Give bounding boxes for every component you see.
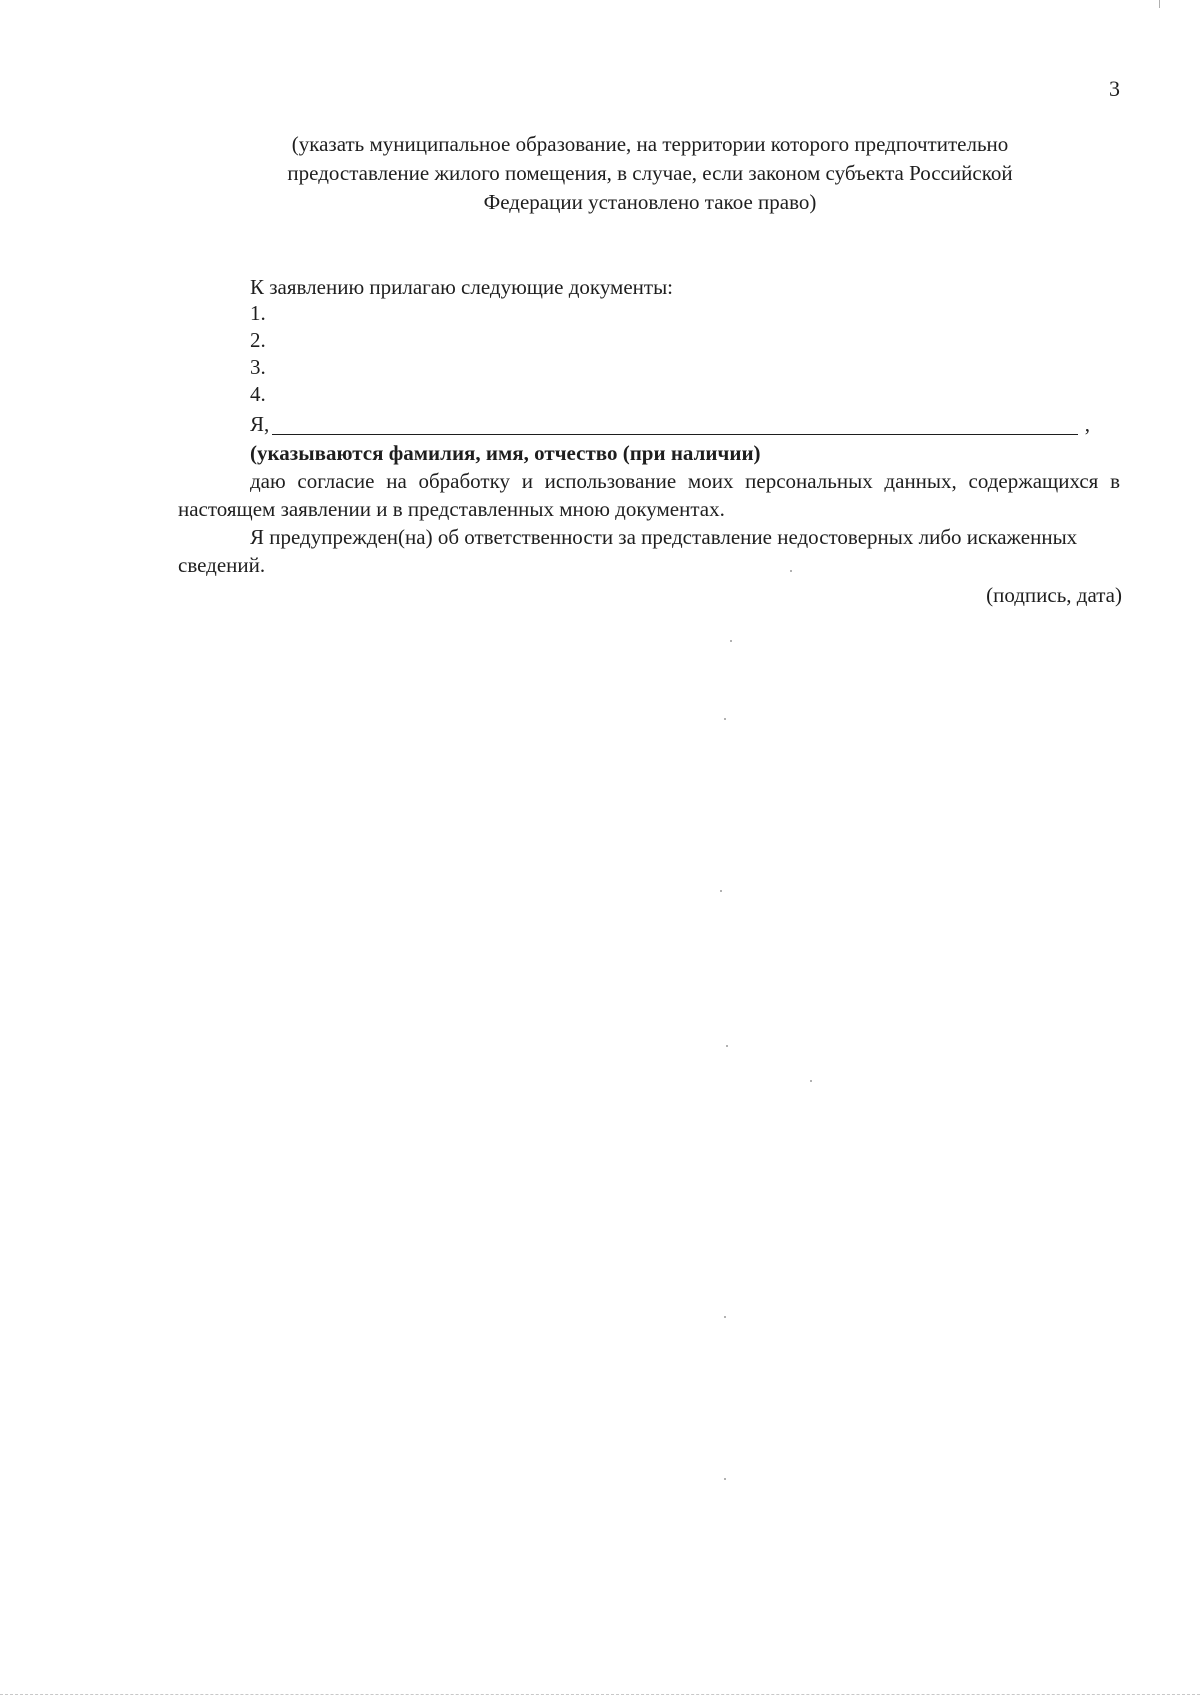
scan-edge-mark: [1159, 0, 1160, 8]
municipality-note: [200, 130, 1100, 217]
scan-bottom-edge: [0, 1694, 1200, 1695]
scan-speck: [726, 1045, 728, 1047]
attachment-item: 1.: [250, 301, 266, 325]
fio-blank-field: [272, 434, 1078, 435]
signature-date-label: (подпись, дата): [986, 583, 1122, 607]
fio-prefix: Я,: [250, 412, 270, 436]
scan-speck: [790, 570, 792, 572]
scan-speck: [724, 718, 726, 720]
municipality-note-line: (указать муниципальное образование, на территории которого предпочтительно: [291, 132, 1009, 156]
scan-speck: [810, 1080, 812, 1082]
scan-speck: [730, 640, 732, 642]
fio-label: (указываются фамилия, имя, отчество (при наличии): [250, 441, 761, 465]
attachment-item: 4.: [250, 382, 266, 406]
attachments-list: [250, 300, 266, 408]
consent-paragraph: даю согласие на обработку и использование моих персональных данных, содержащихся в настоящем заявлении и в представленных мною документах.: [178, 469, 1120, 521]
fio-entry-line: [250, 411, 1090, 441]
scan-speck: [724, 1478, 726, 1480]
page-number: 3: [1109, 76, 1120, 101]
attachment-item: 2.: [250, 328, 266, 352]
warning-paragraph: Я предупрежден(на) об ответственности за представление недостоверных либо искаженных сведений.: [178, 525, 1078, 577]
attachment-item: 3.: [250, 355, 266, 379]
attachments-heading: К заявлению прилагаю следующие документы:: [250, 275, 674, 299]
scan-speck: [720, 890, 722, 892]
scan-speck: [724, 1316, 726, 1318]
municipality-note-line: предоставление жилого помещения, в случае, если законом субъекта Российской: [287, 161, 1013, 185]
fio-suffix: ,: [1084, 412, 1090, 436]
municipality-note-line: Федерации установлено такое право): [483, 190, 817, 214]
